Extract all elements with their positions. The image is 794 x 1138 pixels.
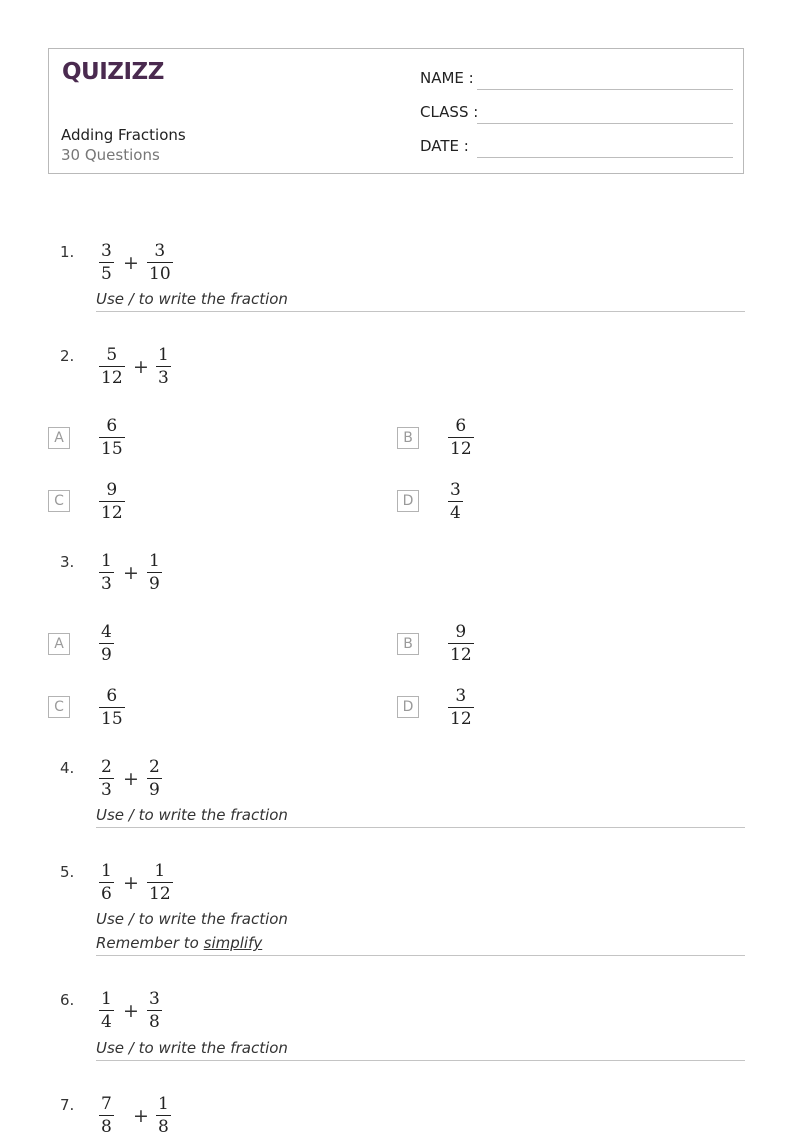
fraction-b [147,550,162,595]
plus-sign: + [123,768,139,790]
numerator: 3 [149,989,160,1009]
option-c-box[interactable]: C [48,696,70,718]
fraction-a [99,860,114,905]
denominator: 9 [101,645,112,665]
worksheet-title: Adding Fractions [61,126,186,144]
fraction-b [156,1093,171,1138]
denominator: 3 [158,368,169,388]
numerator: 1 [101,861,112,881]
class-field[interactable] [477,123,733,124]
name-field[interactable] [477,89,733,90]
denominator: 8 [101,1117,112,1137]
option-b-box[interactable]: B [397,633,419,655]
simplify-reminder [96,934,262,952]
name-label: NAME : [420,69,474,87]
denominator: 3 [101,574,112,594]
numerator: 6 [106,686,118,706]
option-a-fraction [99,621,114,666]
option-a-box[interactable]: A [48,633,70,655]
class-label: CLASS : [420,103,479,121]
answer-input-line[interactable] [96,1060,745,1061]
fraction-a [99,756,114,801]
denominator: 12 [101,368,123,388]
denominator: 6 [101,884,112,904]
quizizz-logo: QUIZIZZ [62,59,164,85]
fraction-a [99,1093,114,1138]
denominator: 12 [450,645,472,665]
numerator: 9 [455,622,467,642]
numerator: 1 [158,345,169,365]
question-number: 4. [60,759,75,777]
denominator: 9 [149,574,160,594]
denominator: 5 [101,264,112,284]
plus-sign: + [123,1000,139,1022]
date-label: DATE : [420,137,469,155]
answer-hint: Use / to write the fraction [96,806,288,824]
plus-sign: + [123,872,139,894]
numerator: 7 [101,1094,112,1114]
answer-input-line[interactable] [96,827,745,828]
option-d-fraction [448,479,463,524]
numerator: 1 [158,1094,169,1114]
fraction-a [99,550,114,595]
question-number: 7. [60,1096,75,1114]
option-a-fraction [99,415,125,460]
denominator: 8 [158,1117,169,1137]
numerator: 3 [154,241,166,261]
question-number: 3. [60,553,75,571]
option-d-box[interactable]: D [397,490,419,512]
denominator: 4 [101,1012,112,1032]
option-c-fraction [99,479,125,524]
option-a-box[interactable]: A [48,427,70,449]
question-number: 1. [60,243,75,261]
question-number: 5. [60,863,75,881]
numerator: 1 [149,551,160,571]
answer-hint: Use / to write the fraction [96,910,288,928]
denominator: 4 [450,503,461,523]
option-c-box[interactable]: C [48,490,70,512]
numerator: 2 [101,757,112,777]
denominator: 12 [450,709,472,729]
fraction-b [147,860,173,905]
option-d-fraction [448,685,474,730]
denominator: 3 [101,780,112,800]
option-b-box[interactable]: B [397,427,419,449]
fraction-a [99,344,125,389]
fraction-a [99,240,114,285]
denominator: 15 [101,709,123,729]
question-number: 6. [60,991,75,1009]
answer-hint: Use / to write the fraction [96,1039,288,1057]
reminder-text: Remember to [96,934,204,952]
numerator: 9 [106,480,118,500]
denominator: 10 [149,264,171,284]
simplify-word: simplify [203,934,263,952]
plus-sign: + [133,356,149,378]
fraction-a [99,988,114,1033]
denominator: 12 [101,503,123,523]
numerator: 6 [106,416,118,436]
numerator: 3 [455,686,467,706]
numerator: 4 [101,622,112,642]
denominator: 15 [101,439,123,459]
fraction-b [147,756,162,801]
denominator: 12 [149,884,171,904]
question-count: 30 Questions [61,146,160,164]
numerator: 3 [101,241,112,261]
numerator: 6 [455,416,467,436]
numerator: 5 [106,345,118,365]
answer-hint: Use / to write the fraction [96,290,288,308]
option-b-fraction [448,621,474,666]
option-c-fraction [99,685,125,730]
worksheet-header [48,48,744,174]
fraction-b [156,344,171,389]
numerator: 1 [101,989,112,1009]
denominator: 12 [450,439,472,459]
answer-input-line[interactable] [96,311,745,312]
numerator: 1 [101,551,112,571]
fraction-b [147,240,173,285]
numerator: 1 [154,861,166,881]
answer-input-line[interactable] [96,955,745,956]
fraction-b [147,988,162,1033]
question-number: 2. [60,347,75,365]
denominator: 9 [149,780,160,800]
plus-sign: + [123,562,139,584]
plus-sign: + [123,252,139,274]
denominator: 8 [149,1012,160,1032]
option-b-fraction [448,415,474,460]
numerator: 2 [149,757,160,777]
numerator: 3 [450,480,461,500]
date-field[interactable] [477,157,733,158]
plus-sign: + [133,1105,149,1127]
option-d-box[interactable]: D [397,696,419,718]
